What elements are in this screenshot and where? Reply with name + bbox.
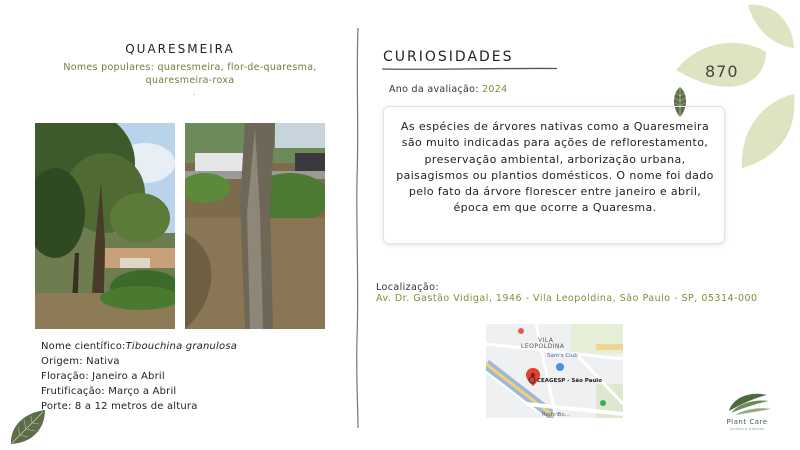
plant-title: QUARESMEIRA bbox=[125, 42, 235, 56]
brand-name: Plant Care bbox=[726, 418, 768, 426]
curiosities-title: CURIOSIDADES bbox=[383, 49, 514, 65]
map-road-label: Rodo Bo... bbox=[542, 412, 570, 418]
size: Porte: 8 a 12 metros de altura bbox=[41, 401, 198, 412]
scientific-name bbox=[41, 339, 237, 354]
tree-photo-1 bbox=[35, 123, 175, 329]
column-divider bbox=[355, 28, 361, 428]
fruiting: Frutificação: Março a Abril bbox=[41, 386, 177, 397]
title-underline bbox=[382, 67, 557, 71]
plant-facts bbox=[41, 339, 237, 414]
record-number: 870 bbox=[705, 62, 739, 81]
map-district-line2: LEOPOLDINA bbox=[521, 343, 565, 350]
brand-tagline: jardins e plantas bbox=[729, 427, 765, 431]
popular-names-label: Nomes populares: bbox=[63, 62, 155, 73]
map-poi: Sam's Club bbox=[547, 353, 578, 359]
curiosities-text: As espécies de árvores nativas como a Quaresmeira são muito indicadas para ações de reflorestamento, preservação ambiental, arborização urbana, paisagismos ou plantios domésticos. O nome foi dado pelo fato da árvore florescer entre janeiro e abril, época em que ocorre a Quaresma. bbox=[396, 120, 714, 215]
tree-photo-2 bbox=[185, 123, 325, 329]
evaluation-year bbox=[389, 84, 507, 95]
location-map[interactable] bbox=[486, 324, 623, 418]
popular-names bbox=[40, 61, 340, 87]
popular-names-value: quaresmeira, flor-de-quaresma, quaresmeira-roxa bbox=[145, 62, 317, 86]
flowering: Floração: Janeiro a Abril bbox=[41, 371, 165, 382]
map-pin-label: CEAGESP - São Paulo bbox=[537, 378, 602, 384]
location-address: Av. Dr. Gastão Vidigal, 1946 - Vila Leopoldina, São Paulo - SP, 05314-000 bbox=[376, 293, 758, 304]
map-district-line1: VILA bbox=[538, 337, 554, 344]
origin: Origem: Nativa bbox=[41, 356, 120, 367]
location-label: Localização: bbox=[376, 282, 439, 293]
year-label: Ano da avaliação: bbox=[389, 84, 479, 95]
trailing-mark: . bbox=[193, 88, 196, 97]
year-value: 2024 bbox=[482, 84, 508, 95]
scientific-name-value: Tibouchina granulosa bbox=[125, 341, 238, 352]
scientific-name-label: Nome científico: bbox=[41, 341, 126, 352]
plant-care-logo-icon bbox=[717, 389, 777, 417]
